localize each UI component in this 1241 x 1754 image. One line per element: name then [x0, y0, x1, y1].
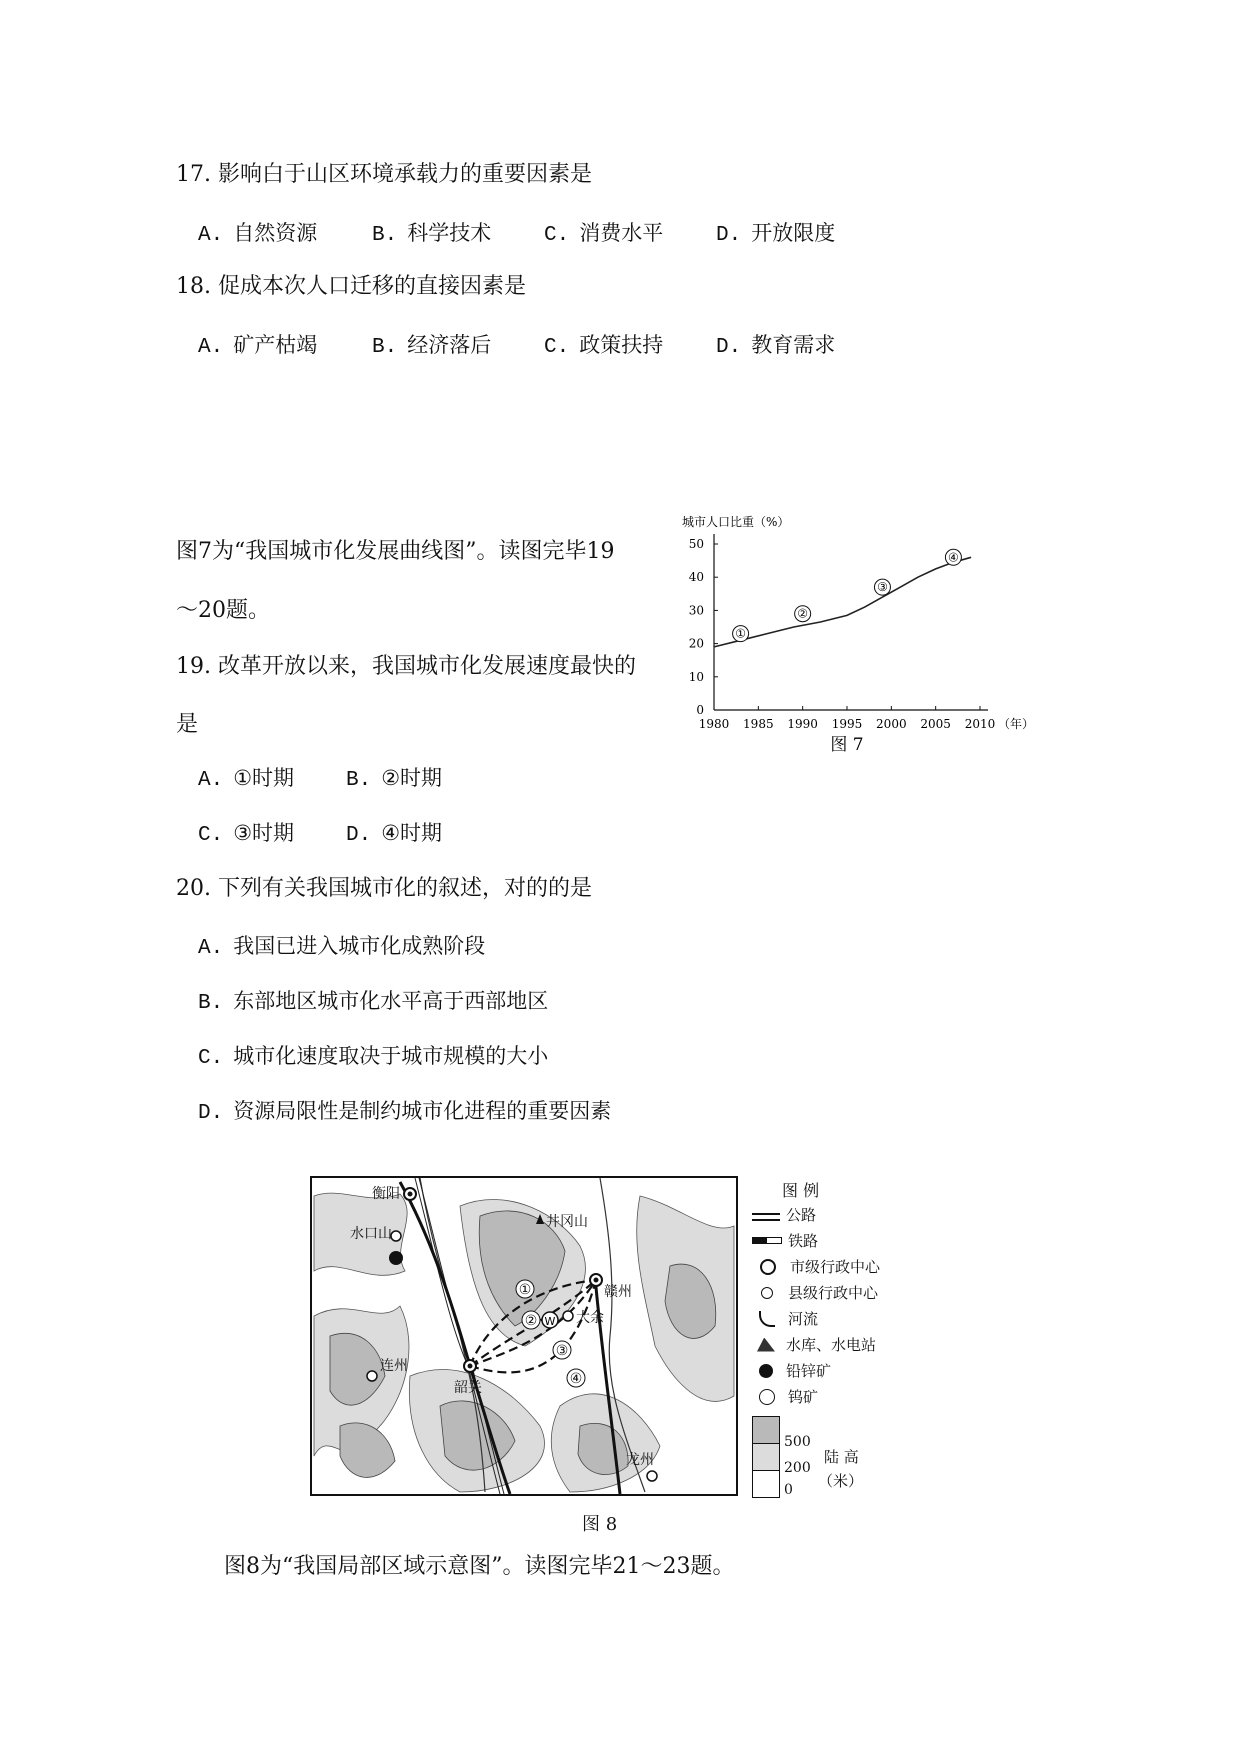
regional-map — [310, 1176, 740, 1498]
elevation-swatch-low — [752, 1470, 780, 1498]
option-key: D. — [198, 1102, 224, 1125]
option-key: A. — [198, 937, 224, 960]
option-key: B. — [372, 336, 398, 359]
x-axis-unit: （年） — [998, 717, 1035, 731]
elevation-value-200: 200 — [784, 1460, 811, 1476]
option-key: D. — [346, 824, 372, 847]
elevation-swatch-mid — [752, 1443, 780, 1471]
period-label-3: ③ — [877, 580, 888, 595]
place-hengyang: 衡阳 — [372, 1186, 400, 1202]
q19-option-c — [198, 818, 294, 851]
option-key: D. — [716, 336, 742, 359]
period-label-4: ④ — [948, 550, 959, 565]
option-text: 开放限度 — [751, 221, 836, 245]
option-text: 城市化速度取决于城市规模的大小 — [233, 1044, 549, 1068]
q17-option-a — [198, 218, 317, 251]
county-center-icon — [563, 1311, 573, 1321]
q19-option-b — [346, 763, 442, 796]
legend-tungsten — [752, 1386, 818, 1407]
fig8-caption: 图 8 — [582, 1514, 618, 1535]
route-label-2: ② — [524, 1313, 538, 1329]
legend-label: 铅锌矿 — [786, 1362, 832, 1380]
lead-zinc-mine-icon — [759, 1364, 773, 1378]
option-text: 矿产枯竭 — [233, 333, 318, 357]
route-label-3: ③ — [555, 1343, 569, 1359]
option-text: 资源局限性是制约城市化进程的重要因素 — [233, 1099, 612, 1123]
q18-stem: 18. 促成本次人口迁移的直接因素是 — [176, 274, 526, 299]
y-axis-label: 城市人口比重（%） — [682, 515, 790, 529]
legend-reservoir — [752, 1334, 876, 1355]
q18-option-c — [544, 330, 663, 363]
legend-railway — [752, 1230, 818, 1251]
series-line — [714, 557, 971, 647]
x-tick-label: 2005 — [920, 717, 951, 731]
option-key: B. — [346, 769, 372, 792]
q17-option-c — [544, 218, 663, 251]
option-text: 东部地区城市化水平高于西部地区 — [233, 989, 549, 1013]
option-text: 政策扶持 — [579, 333, 664, 357]
period-label-2: ② — [797, 606, 809, 621]
river-icon — [759, 1311, 775, 1327]
city-center-icon — [760, 1259, 776, 1275]
highway-icon — [752, 1213, 780, 1221]
tungsten-mine-icon — [759, 1389, 775, 1405]
county-center-icon — [761, 1287, 773, 1299]
q17-option-d — [716, 218, 835, 251]
legend-label: 公路 — [786, 1206, 817, 1224]
option-text: 自然资源 — [233, 221, 318, 245]
q17-option-b — [372, 218, 491, 251]
fig8-legend — [752, 1178, 922, 1508]
place-longzhou: 龙州 — [626, 1452, 654, 1468]
q19-option-d — [346, 818, 442, 851]
legend-city-center — [752, 1256, 880, 1277]
option-text: 消费水平 — [579, 221, 664, 245]
q19-option-a — [198, 763, 294, 796]
x-tick-label: 2010 — [964, 717, 996, 731]
q18-option-a — [198, 330, 317, 363]
route-label-4: ④ — [569, 1371, 583, 1387]
q20-option-d — [198, 1096, 611, 1129]
lead-zinc-mine-icon — [389, 1251, 403, 1265]
option-text: ②时期 — [381, 766, 443, 790]
legend-label: 县级行政中心 — [788, 1284, 879, 1302]
option-text: ①时期 — [233, 766, 295, 790]
option-text: ③时期 — [233, 821, 295, 845]
fig7-intro-line2: ～20题。 — [176, 598, 270, 623]
y-tick-label: 50 — [688, 537, 704, 551]
legend-river — [752, 1308, 818, 1329]
option-key: C. — [198, 1047, 224, 1070]
option-key: A. — [198, 336, 224, 359]
x-tick-label: 1995 — [831, 717, 863, 731]
y-tick-label: 40 — [688, 570, 704, 585]
option-key: C. — [544, 224, 570, 247]
legend-label: 市级行政中心 — [790, 1258, 881, 1276]
option-key: A. — [198, 769, 224, 792]
elevation-label: 陆 高 — [824, 1448, 859, 1466]
fig7-caption: 图 7 — [830, 735, 864, 755]
option-key: B. — [198, 992, 224, 1015]
county-center-icon — [647, 1471, 657, 1481]
railway-icon — [752, 1237, 782, 1244]
place-shuikoushan: 水口山 — [350, 1226, 392, 1242]
option-text: 我国已进入城市化成熟阶段 — [233, 934, 486, 958]
q18-option-b — [372, 330, 491, 363]
place-jinggangshan: 井冈山 — [546, 1214, 588, 1230]
option-key: C. — [544, 336, 570, 359]
legend-lead-zinc — [752, 1360, 831, 1381]
x-tick-label: 1990 — [787, 717, 818, 731]
place-shaoguan: 韶关 — [454, 1380, 482, 1396]
option-key: D. — [716, 224, 742, 247]
elevation-unit: （米） — [818, 1472, 864, 1490]
county-center-icon — [367, 1371, 377, 1381]
legend-label: 水库、水电站 — [786, 1336, 877, 1354]
elevation-value-500: 500 — [784, 1434, 811, 1450]
q20-option-a — [198, 931, 485, 964]
q20-option-c — [198, 1041, 548, 1074]
elevation-value-0: 0 — [784, 1482, 793, 1498]
place-ganzhou: 赣州 — [604, 1284, 632, 1300]
y-tick-label: 0 — [696, 703, 704, 717]
option-text: 经济落后 — [407, 333, 492, 357]
route-label-1: ① — [518, 1282, 532, 1298]
y-tick-label: 30 — [688, 603, 704, 618]
place-lianzhou: 连州 — [380, 1358, 408, 1374]
y-tick-label: 20 — [688, 636, 704, 651]
q17-stem: 17. 影响白于山区环境承载力的重要因素是 — [176, 162, 592, 187]
fig8-intro: 图8为“我国局部区域示意图”。读图完毕21～23题。 — [224, 1554, 735, 1579]
legend-county-center — [752, 1282, 878, 1303]
q19-stem-line1: 19. 改革开放以来，我国城市化发展速度最快的 — [176, 654, 636, 679]
option-text: ④时期 — [381, 821, 443, 845]
x-tick-label: 1980 — [698, 717, 730, 731]
option-text: 教育需求 — [751, 333, 836, 357]
y-tick-label: 10 — [688, 669, 704, 684]
reservoir-icon — [757, 1338, 775, 1352]
legend-label: 钨矿 — [788, 1388, 819, 1406]
q20-option-b — [198, 986, 548, 1019]
county-center-icon — [391, 1231, 401, 1241]
x-tick-label: 1985 — [743, 717, 774, 731]
option-key: C. — [198, 824, 224, 847]
tungsten-mark: W — [544, 1315, 556, 1328]
legend-highway — [752, 1204, 816, 1225]
elevation-swatch-high — [752, 1416, 780, 1444]
option-text: 科学技术 — [407, 221, 492, 245]
urbanization-line-chart — [668, 510, 1048, 760]
q20-stem: 20. 下列有关我国城市化的叙述，对的的是 — [176, 876, 592, 901]
legend-label: 河流 — [788, 1310, 819, 1328]
legend-title: 图 例 — [782, 1181, 820, 1200]
period-label-1: ① — [735, 626, 746, 641]
legend-label: 铁路 — [788, 1232, 819, 1250]
place-dayu: 大余 — [576, 1310, 604, 1326]
option-key: B. — [372, 224, 398, 247]
x-tick-label: 2000 — [876, 717, 907, 731]
q19-stem-line2: 是 — [176, 712, 199, 737]
fig7-intro-line1: 图7为“我国城市化发展曲线图”。读图完毕19 — [176, 539, 615, 564]
q18-option-d — [716, 330, 835, 363]
option-key: A. — [198, 224, 224, 247]
elevation-key — [752, 1416, 922, 1502]
